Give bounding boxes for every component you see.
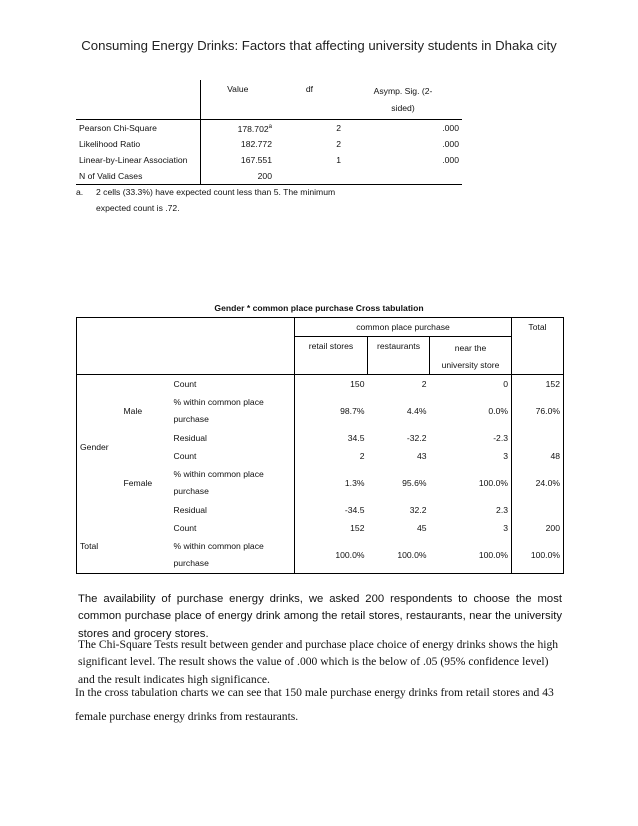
cell: 100.0% <box>335 549 365 560</box>
footnote-marker: a <box>268 124 272 131</box>
stat-label: Count <box>171 447 295 465</box>
col-header-university-line1: near the <box>454 343 487 353</box>
chi-row-label: Linear-by-Linear Association <box>76 152 200 168</box>
crosstab-title: Gender * common place purchase Cross tabulation <box>214 303 424 313</box>
cell: 2 <box>359 451 365 461</box>
table-row <box>77 519 564 537</box>
cell: 100.0% <box>397 549 427 560</box>
cell: 100.0% <box>478 549 508 560</box>
footnote-line-2: expected count is .72. <box>96 203 180 213</box>
chi-square-table <box>76 80 462 185</box>
paragraph-chi-square-result: The Chi-Square Tests result between gender and purchase place choice of energy drinks shows the high significant level. The result shows the value of .000 which is the below of .05 (95% confidence level) and the result indicates high significance. <box>78 638 559 686</box>
cell: 2.3 <box>496 505 508 515</box>
crosstab-corner <box>77 318 295 375</box>
stat-label: % within common place purchase <box>171 393 295 429</box>
cell: -34.5 <box>344 505 365 515</box>
chi-row-sig <box>344 168 462 185</box>
col-header-university <box>430 337 512 375</box>
stat-label: Residual <box>171 501 295 519</box>
footnote-label: a. <box>76 187 84 197</box>
cell: -32.2 <box>406 433 427 443</box>
chi-row-df: 2 <box>336 139 341 149</box>
chi-header-sig-line1: Asymp. Sig. (2- <box>373 86 433 96</box>
cell: 34.5 <box>347 433 365 443</box>
chi-row-label: N of Valid Cases <box>76 168 200 185</box>
chi-row-label: Likelihood Ratio <box>76 136 200 152</box>
col-header-restaurants: restaurants <box>368 337 430 375</box>
chi-row-label: Pearson Chi-Square <box>76 120 200 137</box>
table-row <box>77 375 564 394</box>
table-row <box>76 136 462 152</box>
cell-total <box>512 501 564 519</box>
stat-label: % within common place purchase <box>171 537 295 573</box>
group-total: Total <box>80 540 99 551</box>
cell-total: 152 <box>512 375 564 394</box>
chi-row-sig: .000 <box>442 123 459 133</box>
cell-total: 48 <box>512 447 564 465</box>
cell-total: 24.0% <box>512 465 564 501</box>
chi-header-empty <box>76 80 200 120</box>
cell: 100.0% <box>478 478 508 488</box>
cell: 2 <box>421 379 427 389</box>
paragraph-crosstab-summary: In the cross tabulation charts we can see that 150 male purchase energy drinks from retail stores and 43 female purchase energy drinks from restaurants. <box>75 686 554 723</box>
stat-label: Count <box>171 519 295 537</box>
chi-row-value: 182.772 <box>240 139 272 149</box>
footnote-line-1: 2 cells (33.3%) have expected count less than 5. The minimum <box>96 187 336 197</box>
cell: 4.4% <box>406 406 427 416</box>
page-title: Consuming Energy Drinks: Factors that affecting university students in Dhaka city <box>81 38 557 53</box>
crosstab-table <box>76 317 564 574</box>
cell: 95.6% <box>402 478 427 488</box>
chi-row-df <box>275 168 344 185</box>
chi-header-value: Value <box>227 84 249 94</box>
table-row <box>76 120 462 137</box>
chi-row-df: 2 <box>336 123 341 133</box>
group-female: Female <box>123 478 153 488</box>
row-var-gender: Gender <box>80 442 109 452</box>
cell-total: 200 <box>512 519 564 537</box>
cell: 0.0% <box>488 406 508 416</box>
crosstab-group-header: common place purchase <box>295 318 512 337</box>
chi-header-sig <box>344 80 462 120</box>
cell: 152 <box>350 523 365 533</box>
col-header-retail: retail stores <box>295 337 368 375</box>
cell: 43 <box>416 451 427 461</box>
chi-row-df: 1 <box>336 155 341 165</box>
cell: 32.2 <box>409 505 427 515</box>
paragraph-availability: The availability of purchase energy drinks, we asked 200 respondents to choose the most common purchase place of energy drink among the retail stores, restaurants, near the university stores and grocery stores. <box>78 593 562 640</box>
chi-header-df: df <box>305 84 314 94</box>
cell-total: 76.0% <box>512 393 564 429</box>
chi-row-value: 200 <box>257 171 272 181</box>
chi-row-value: 167.551 <box>240 155 272 165</box>
table-row <box>77 447 564 465</box>
footnote-text <box>96 184 396 216</box>
chi-row-sig: .000 <box>442 139 459 149</box>
crosstab-total-header: Total <box>512 318 564 375</box>
cell: 45 <box>416 523 427 533</box>
cell: 3 <box>503 523 508 533</box>
cell-total <box>512 429 564 447</box>
stat-label: % within common place purchase <box>171 465 295 501</box>
cell: 98.7% <box>340 406 365 416</box>
stat-label: Count <box>171 375 295 394</box>
stat-label: Residual <box>171 429 295 447</box>
cell: -2.3 <box>493 433 508 443</box>
chi-row-value: 178.702$^a$ <box>237 123 272 134</box>
chi-header-sig-line2: sided) <box>391 103 415 113</box>
col-header-university-line2: university store <box>441 360 500 370</box>
table-row <box>76 168 462 185</box>
cell: 150 <box>350 379 365 389</box>
chi-square-header-row <box>76 80 462 120</box>
cell-total: 100.0% <box>512 537 564 573</box>
crosstab-header-row-1 <box>77 318 564 337</box>
cell: 0 <box>503 379 508 389</box>
cell: 1.3% <box>344 478 365 488</box>
cell: 3 <box>503 451 508 461</box>
chi-row-sig: .000 <box>442 155 459 165</box>
table-row <box>76 152 462 168</box>
group-male: Male <box>123 406 143 416</box>
